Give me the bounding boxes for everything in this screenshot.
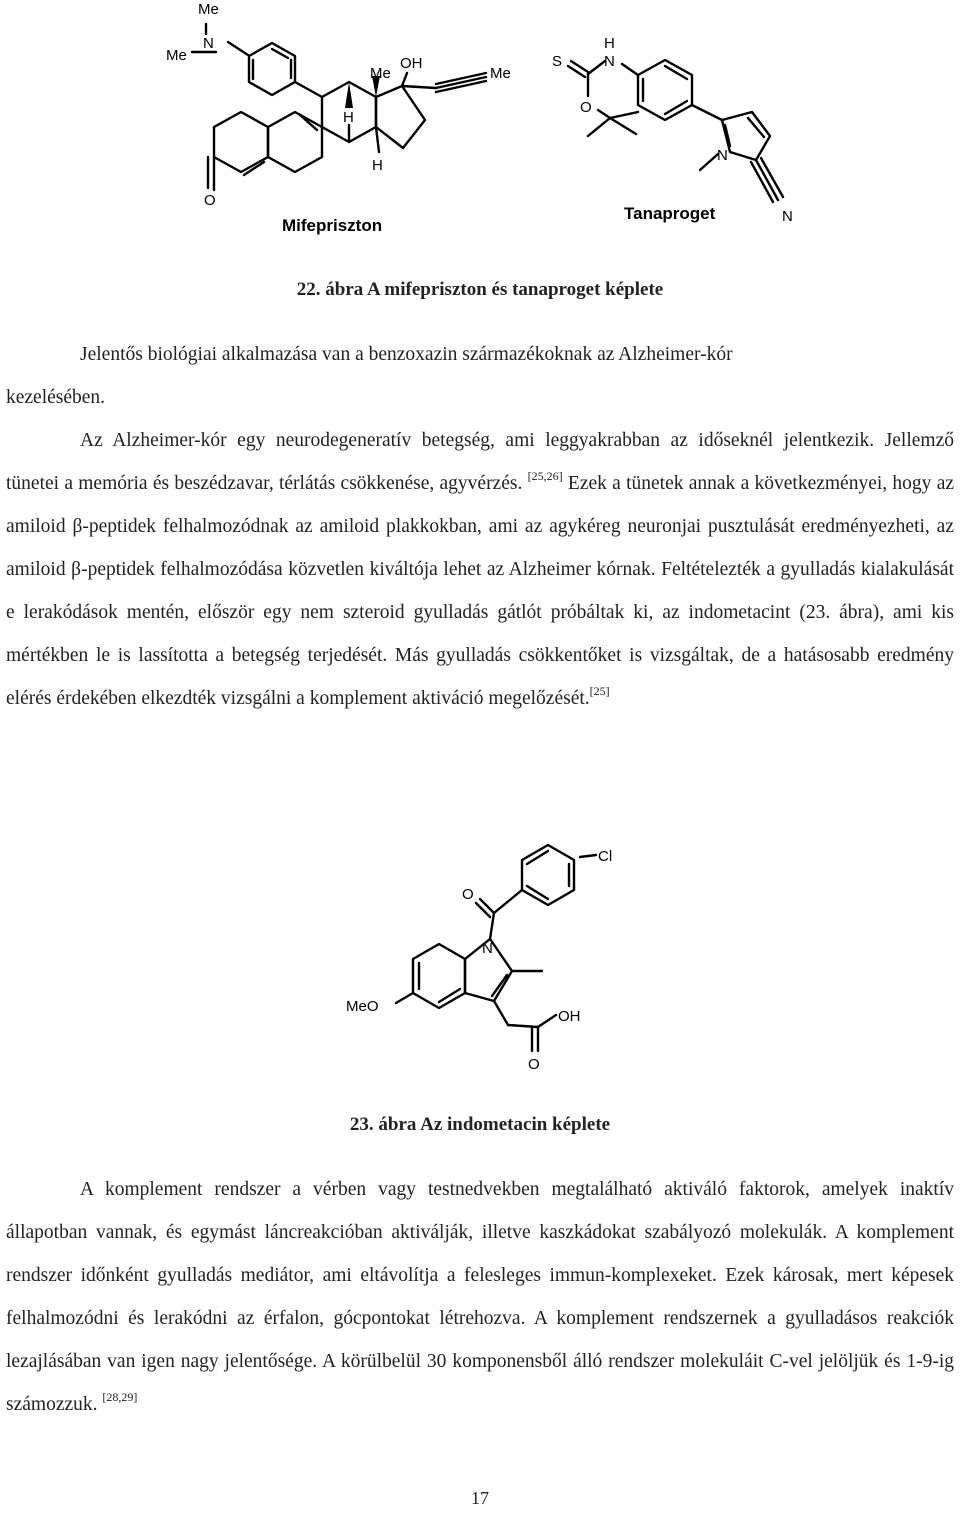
mifepriston-name: Mifepriszton [282, 216, 383, 235]
atom-h-c9: H [343, 109, 354, 126]
citation-28-29: [28,29] [102, 1390, 138, 1404]
atom-me-alkyne: Me [490, 65, 511, 82]
atom-meo: MeO [346, 998, 379, 1015]
paragraph-2-text-b: Ezek a tünetek annak a következményei, hogy az amiloid β-peptidek felhalmozódnak az amiloid plakkokban, ami az agykéreg neuronjai pusztulását eredményezheti, az amiloid β-peptidek felhalmozódása közvetlen kiváltója lehet az Alzheimer kórnak. Feltételezték a gyulladás kialakulását e lerakódások mentén, először egy nem szteroid gyulladás gátlót próbáltak ki, az indometacint (23. ábra), ami kis mértékben le is lassította a betegség terjedését. Más gyulladás csökkentőket is vizsgáltak, de a hatásosabb eredmény elérés érdekében elkezdték vizsgálni a komplement aktiváció megelőzését. [6, 473, 955, 709]
atom-oh-acid: OH [558, 1008, 581, 1025]
figure-23-indometacin [0, 835, 960, 1085]
atom-cl: Cl [598, 848, 613, 865]
atom-s: S [552, 53, 563, 70]
atom-o-acid: O [528, 1056, 540, 1073]
mifepriston-structure [166, 1, 511, 235]
atom-me-c13: Me [370, 65, 391, 82]
paragraph-1 [6, 333, 954, 419]
tanaproget-structure [552, 35, 793, 225]
indometacin-structure [346, 845, 612, 1073]
atom-h-nh: H [604, 35, 615, 52]
figure-22-structures [0, 0, 960, 245]
atom-h-c14: H [372, 157, 383, 174]
paragraph-3-text: A komplement rendszer a vérben vagy testnedvekben megtalálható aktiváló faktorok, amelyek inaktív állapotban vannak, és egymást láncreakcióban aktiválják, illetve kaszkádokat szabályozó molekulák. A komplement rendszer időnként gyulladás mediátor, ami eltávolítja a felesleges immun-komplexeket. Ezek károsak, mert képesek felhalmozódni és lerakódni az érfalon, gócpontokat létrehozva. A komplement rendszernek a gyulladásos reakciók lezajlásában van igen nagy jelentősége. A körülbelül 30 komponensből álló rendszer molekuláit C-vel jelöljük és 1-9-ig számozzuk. [6, 1179, 954, 1415]
citation-25-26: [25,26] [527, 469, 563, 483]
atom-n-dimethyl: N [203, 35, 214, 52]
atom-o-ring: O [580, 99, 592, 116]
page-number: 17 [471, 1488, 489, 1508]
atom-n-nitrile: N [782, 208, 793, 225]
paragraph-2 [6, 419, 954, 720]
atom-n-indole: N [482, 940, 493, 957]
paragraph-1-line-1: Jelentős biológiai alkalmazása van a benzoxazin származékoknak az Alzheimer-kór [80, 344, 733, 365]
citation-25: [25] [589, 684, 610, 698]
atom-n-pyrrole: N [717, 147, 728, 164]
atom-me-left: Me [166, 47, 187, 64]
atom-me-top: Me [198, 1, 219, 18]
atom-o-carbonyl: O [462, 886, 474, 903]
atom-n-nh: N [604, 53, 615, 70]
paragraph-1-line-2: kezelésében. [6, 387, 106, 408]
atom-o-ketone: O [204, 192, 216, 209]
figure-22-caption: 22. ábra A mifepriszton és tanaproget képlete [296, 279, 664, 300]
atom-oh: OH [400, 55, 423, 72]
paragraph-2-text-a: Az Alzheimer-kór egy neurodegeneratív betegség, ami leggyakrabban az időseknél jelentkezik. Jellemző tünetei a memória és beszédzavar, térlátás csökkenése, agyvérzés. [6, 430, 954, 494]
tanaproget-name: Tanaproget [624, 204, 716, 223]
paragraph-3 [6, 1168, 954, 1426]
figure-23-caption: 23. ábra Az indometacin képlete [349, 1114, 611, 1135]
